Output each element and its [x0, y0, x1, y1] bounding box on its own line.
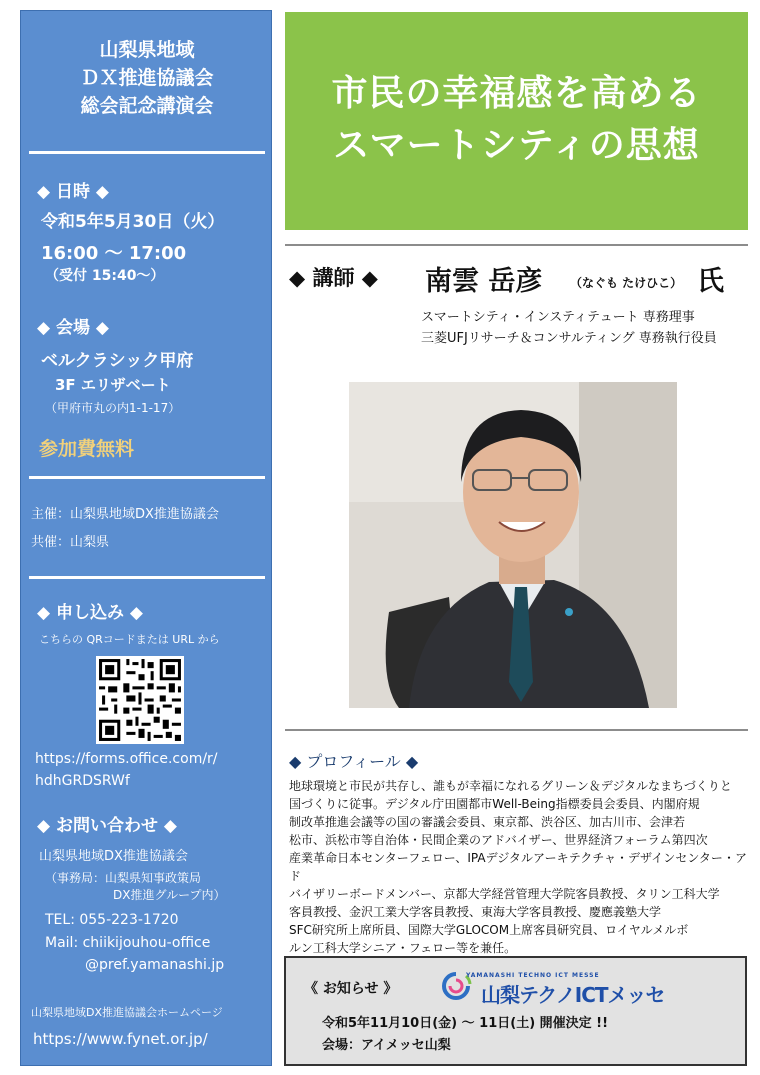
- date-heading: ◆ 日時 ◆: [37, 182, 109, 202]
- contact-mail-line-2[interactable]: @pref.yamanashi.jp: [85, 957, 225, 973]
- lecture-title-line-2: スマートシティの思想: [333, 125, 700, 166]
- profile-line: ルン工科大学シニア・フェロー等を兼任。: [289, 941, 517, 955]
- notice-box: [284, 956, 747, 1066]
- divider: [29, 476, 265, 479]
- speaker-photo: [349, 382, 677, 708]
- profile-line: 地球環境と市民が共存し、誰もが幸福になれるグリーン＆デジタルなまちづくりと: [289, 779, 732, 793]
- profile-heading: ◆ プロフィール ◆: [289, 752, 419, 771]
- apply-note: こちらの QRコードまたは URL から: [39, 633, 220, 646]
- co-organizer: 共催：山梨県: [31, 535, 110, 550]
- notice-date: 令和5年11月10日(金) ～ 11日(土) 開催決定 !!: [322, 1016, 609, 1031]
- profile-text: [289, 777, 747, 957]
- speaker-role-2: 三菱UFJリサーチ＆コンサルティング 専務執行役員: [421, 331, 717, 346]
- logo-subtitle: YAMANASHI TECHNO ICT MESSE: [466, 972, 600, 979]
- apply-url-line-1[interactable]: https://forms.office.com/r/: [35, 751, 218, 767]
- divider: [285, 729, 748, 731]
- profile-line: 産業革命日本センターフェロー、IPAデジタルアーキテクチャ・デザインセンター・アド: [289, 851, 747, 883]
- profile-line: 制改革推進会議等の国の審議会委員、東京都、渋谷区、加古川市、会津若: [289, 815, 686, 829]
- contact-office-line-2: DX推進グループ内）: [113, 888, 226, 902]
- reception-time: （受付 15:40～）: [45, 268, 165, 284]
- speaker-label: ◆ 講師 ◆: [289, 266, 378, 290]
- lecture-title-line-1: 市民の幸福感を高める: [331, 73, 702, 114]
- speaker-kana: （なぐも たけひこ）: [570, 276, 683, 290]
- venue-heading: ◆ 会場 ◆: [37, 318, 109, 338]
- profile-line: 松市、浜松市等自治体・民間企業のアドバイザー、世界経済フォーラム第四次: [289, 833, 708, 847]
- speaker-role-1: スマートシティ・インスティテュート 専務理事: [421, 310, 695, 325]
- speaker-name: 南雲 岳彦: [425, 266, 543, 297]
- contact-office-line-1: （事務局：山梨県知事政策局: [45, 871, 202, 885]
- logo-title: 山梨テクノICTメッセ: [481, 983, 665, 1007]
- profile-line: バイザリーボードメンバー、京都大学経営管理大学院客員教授、タリン工科大学: [289, 887, 720, 901]
- venue-room: 3F エリザベート: [55, 376, 171, 394]
- divider: [29, 576, 265, 579]
- homepage-label: 山梨県地域DX推進協議会ホームページ: [31, 1006, 223, 1019]
- event-title-line-2: ＤＸ推進協議会: [80, 67, 214, 89]
- contact-org: 山梨県地域DX推進協議会: [39, 849, 188, 864]
- lecture-title-banner: [285, 12, 748, 230]
- notice-heading: 《 お知らせ 》: [304, 981, 398, 997]
- notice-venue: 会場：アイメッセ山梨: [322, 1038, 451, 1053]
- event-time: 16:00 ～ 17:00: [41, 243, 187, 264]
- organizer: 主催：山梨県地域DX推進協議会: [31, 507, 219, 522]
- divider: [285, 244, 748, 246]
- fee-label: 参加費無料: [39, 438, 135, 460]
- event-title-line-1: 山梨県地域: [99, 39, 195, 61]
- event-date: 令和5年5月30日（火）: [41, 212, 225, 232]
- profile-line: 国づくりに従事。デジタル庁田園都市Well-Being指標委員会委員、内閣府規: [289, 797, 700, 811]
- venue-address: （甲府市丸の内1-1-17）: [45, 401, 181, 415]
- contact-tel: TEL: 055-223-1720: [45, 912, 179, 928]
- contact-heading: ◆ お問い合わせ ◆: [37, 816, 177, 836]
- event-title-line-3: 総会記念講演会: [80, 95, 214, 117]
- divider: [29, 151, 265, 154]
- qr-code-icon[interactable]: [96, 656, 184, 744]
- speaker-suffix: 氏: [697, 266, 724, 297]
- venue-name: ベルクラシック甲府: [41, 351, 194, 371]
- contact-mail-line-1[interactable]: Mail: chiikijouhou-office: [45, 935, 211, 951]
- profile-line: SFC研究所上席所員、国際大学GLOCOM上席客員研究員、ロイヤルメルボ: [289, 923, 689, 937]
- profile-line: 客員教授、金沢工業大学客員教授、東海大学客員教授、慶應義塾大学: [289, 905, 662, 919]
- event-info-panel: [20, 10, 272, 1066]
- homepage-url[interactable]: https://www.fynet.or.jp/: [33, 1030, 208, 1048]
- apply-heading: ◆ 申し込み ◆: [37, 603, 143, 623]
- apply-url-line-2[interactable]: hdhGRDSRWf: [35, 773, 130, 789]
